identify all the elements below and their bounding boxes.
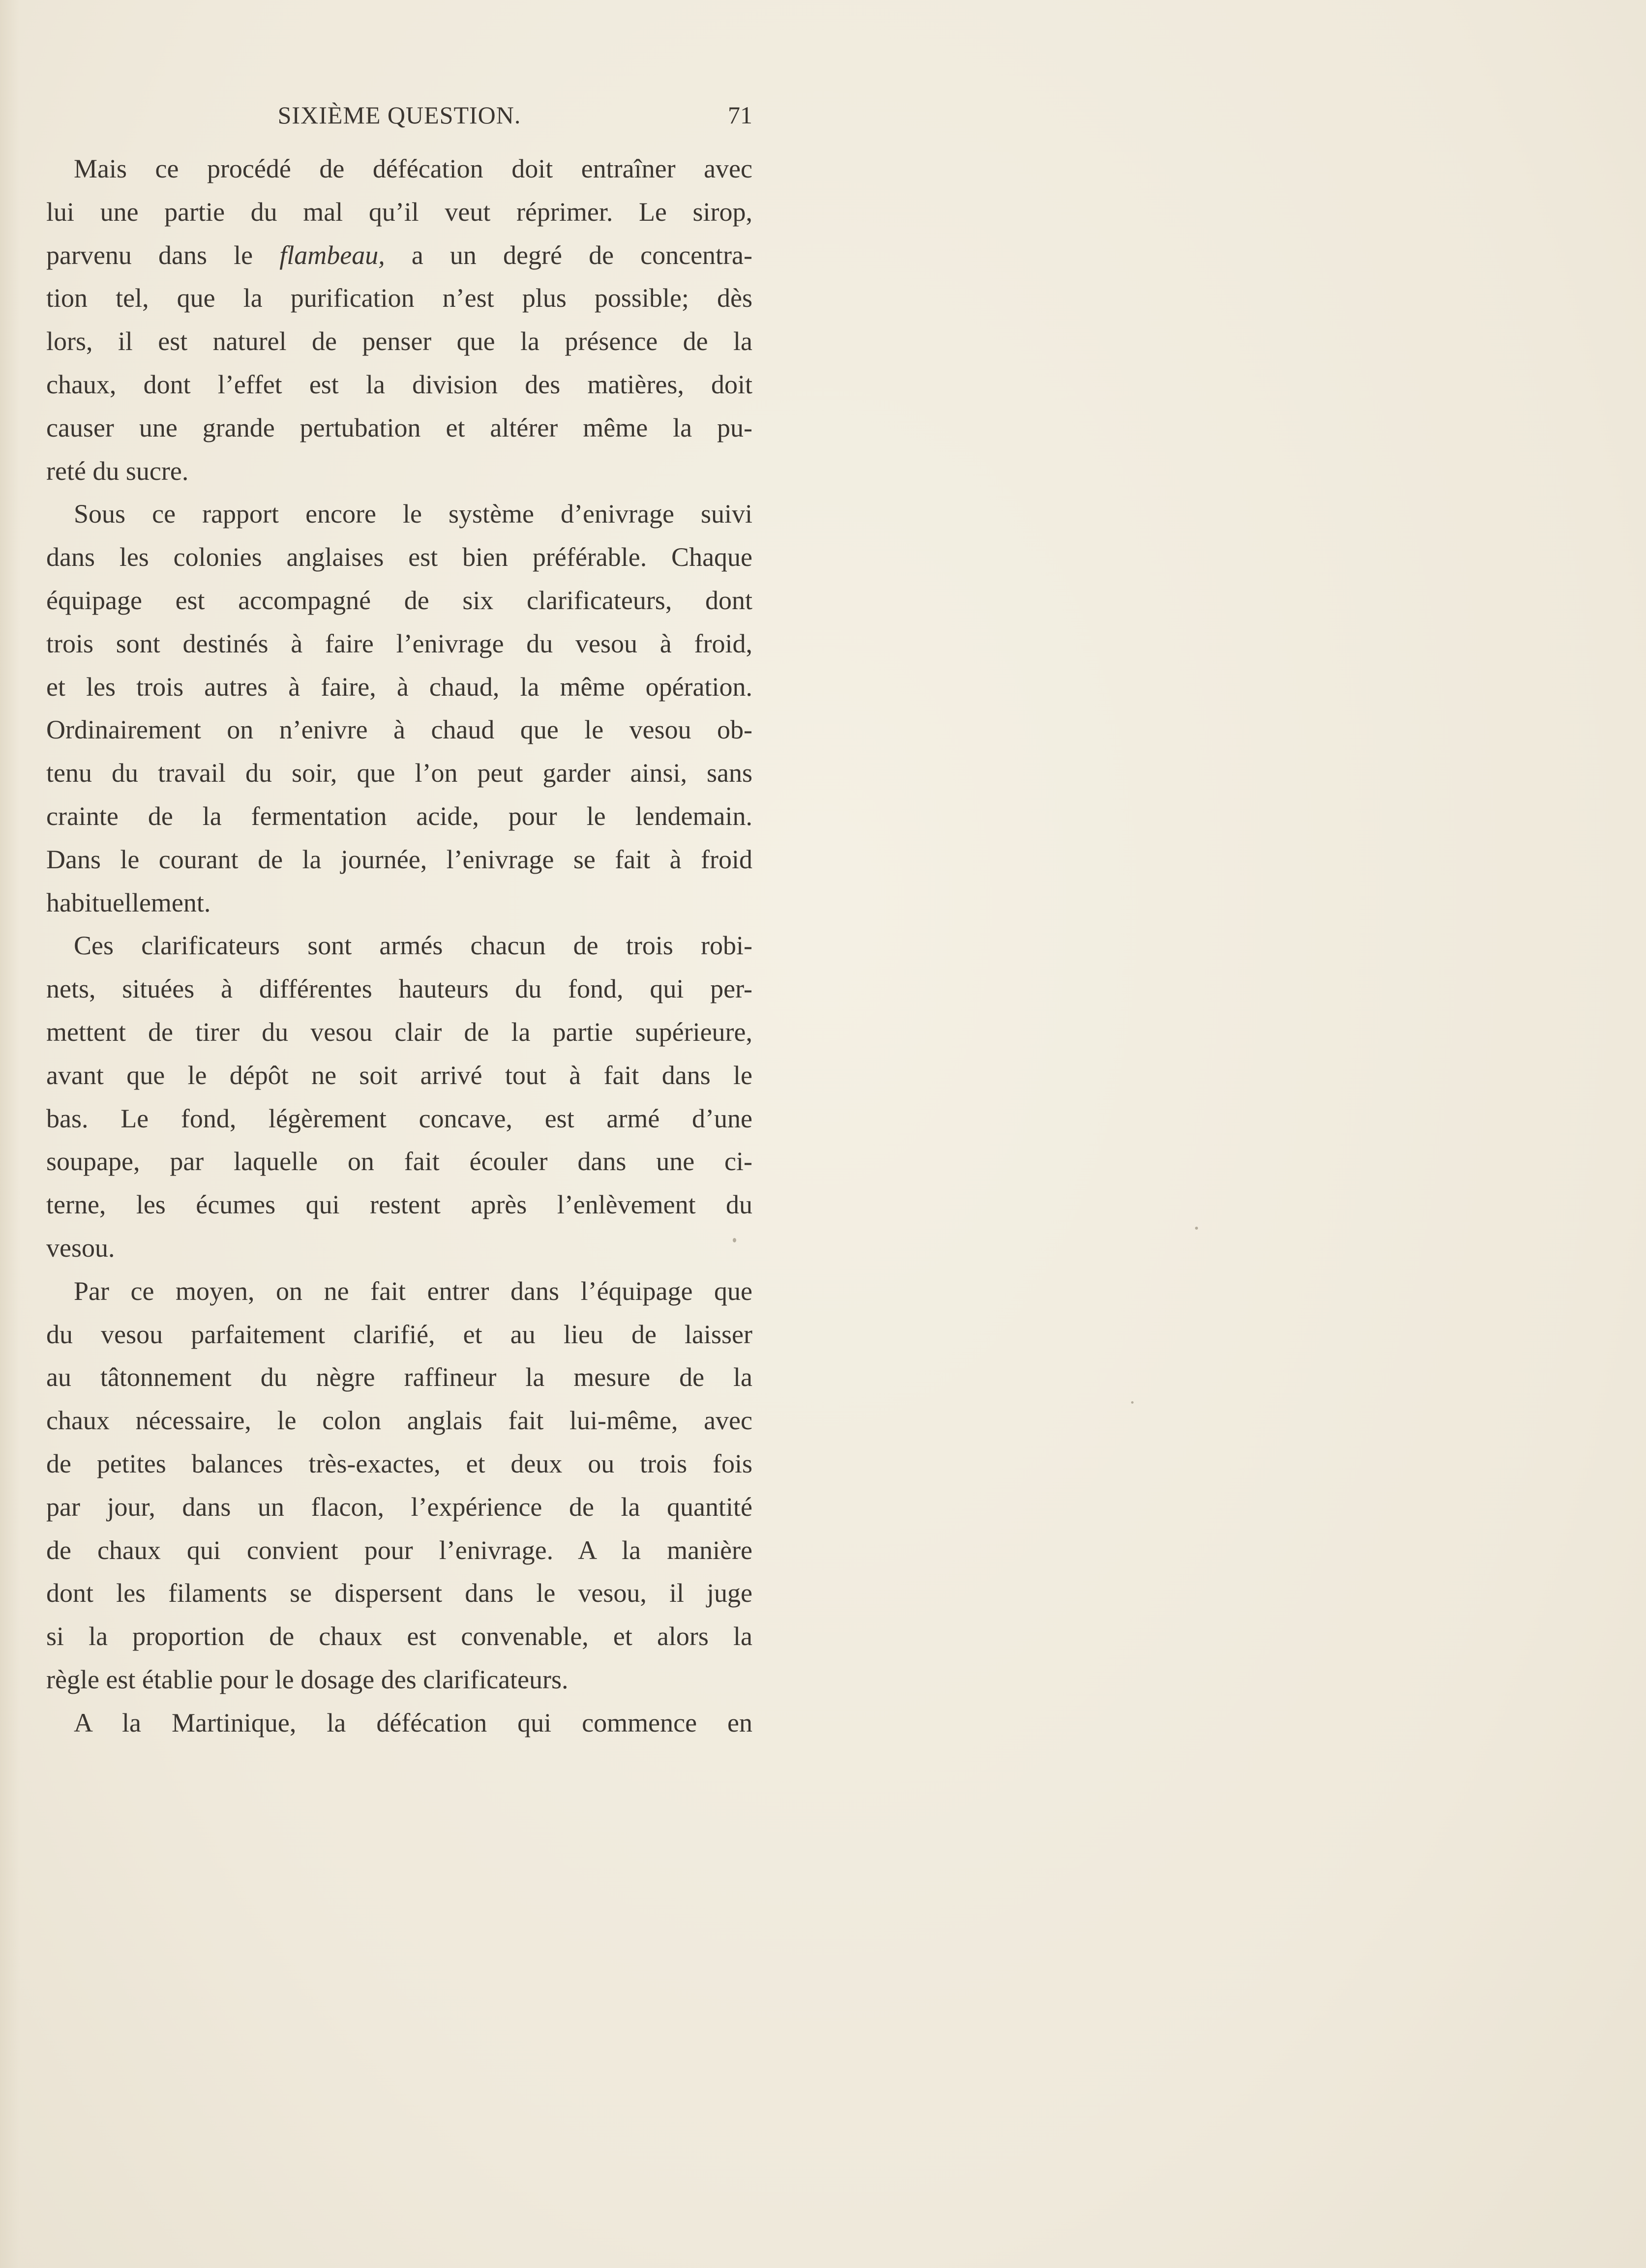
text-line: Mais ce procédé de défécation doit entraîner avec bbox=[74, 154, 752, 183]
paragraph bbox=[46, 147, 752, 493]
paragraph bbox=[46, 1270, 752, 1702]
text-line: si la proportion de chaux est convenable, et alors la bbox=[46, 1621, 752, 1651]
text-line: chaux nécessaire, le colon anglais fait lui-même, avec bbox=[46, 1406, 752, 1436]
text-line: Sous ce rapport encore le système d’enivrage suivi bbox=[74, 499, 752, 529]
text-line: tion tel, que la purification n’est plus possible; dès bbox=[46, 283, 752, 313]
paragraph bbox=[46, 493, 752, 924]
text-line: A la Martinique, la défécation qui commence en bbox=[74, 1708, 752, 1738]
text-line bbox=[46, 234, 752, 277]
text-line: et les trois autres à faire, à chaud, la même opération. bbox=[46, 672, 752, 702]
text-line: terne, les écumes qui restent après l’enlèvement du bbox=[46, 1190, 752, 1220]
page-gutter-shadow bbox=[0, 0, 20, 2268]
text-line: par jour, dans un flacon, l’expérience de la quantité bbox=[46, 1492, 752, 1522]
text-line: du vesou parfaitement clarifié, et au lieu de laisser bbox=[46, 1319, 752, 1349]
text-line: lui une partie du mal qu’il veut réprimer. Le sirop, bbox=[46, 197, 752, 227]
text-segment: parvenu dans le bbox=[46, 240, 280, 270]
running-title: SIXIÈME QUESTION. bbox=[277, 101, 521, 129]
text-line: nets, situées à différentes hauteurs du fond, qui per- bbox=[46, 974, 752, 1004]
text-line: reté du sucre. bbox=[46, 456, 189, 486]
text-line: lors, il est naturel de penser que la présence de la bbox=[46, 326, 752, 356]
text-line: équipage est accompagné de six clarificateurs, dont bbox=[46, 585, 752, 615]
text-line: Ordinairement on n’enivre à chaud que le vesou ob- bbox=[46, 715, 752, 745]
text-line: soupape, par laquelle on fait écouler dans une ci- bbox=[46, 1147, 752, 1177]
text-line: mettent de tirer du vesou clair de la partie supérieure, bbox=[46, 1017, 752, 1047]
text-line: au tâtonnement du nègre raffineur la mesure de la bbox=[46, 1362, 752, 1392]
text-line: Par ce moyen, on ne fait entrer dans l’équipage que bbox=[74, 1276, 752, 1306]
text-line: chaux, dont l’effet est la division des matières, doit bbox=[46, 369, 752, 399]
text-line: tenu du travail du soir, que l’on peut garder ainsi, sans bbox=[46, 758, 752, 788]
paragraph bbox=[46, 1702, 752, 1745]
text-line: vesou. bbox=[46, 1233, 115, 1263]
text-line: de petites balances très-exactes, et deux ou trois fois bbox=[46, 1448, 752, 1478]
page-number: 71 bbox=[728, 101, 752, 129]
italic-term: flambeau, bbox=[279, 240, 385, 270]
text-line: Ces clarificateurs sont armés chacun de trois robi- bbox=[74, 931, 752, 961]
text-line: habituellement. bbox=[46, 887, 211, 917]
text-line: Dans le courant de la journée, l’enivrage se fait à froid bbox=[46, 844, 752, 874]
text-line: causer une grande pertubation et altérer même la pu- bbox=[46, 412, 752, 442]
text-line: dans les colonies anglaises est bien préférable. Chaque bbox=[46, 542, 752, 572]
text-body bbox=[46, 147, 752, 1744]
text-line: de chaux qui convient pour l’enivrage. A la manière bbox=[46, 1535, 752, 1565]
paper-speck bbox=[733, 1238, 736, 1242]
paragraph bbox=[46, 924, 752, 1269]
text-line: crainte de la fermentation acide, pour le lendemain. bbox=[46, 801, 752, 831]
text-line: dont les filaments se dispersent dans le vesou, il juge bbox=[46, 1578, 752, 1608]
paper-speck bbox=[1195, 1227, 1198, 1230]
running-head bbox=[46, 101, 752, 135]
paper-speck bbox=[1131, 1401, 1134, 1404]
text-line: avant que le dépôt ne soit arrivé tout à fait dans le bbox=[46, 1060, 752, 1090]
text-line: bas. Le fond, légèrement concave, est armé d’une bbox=[46, 1103, 752, 1133]
text-line: règle est établie pour le dosage des clarificateurs. bbox=[46, 1664, 569, 1694]
text-line: trois sont destinés à faire l’enivrage du vesou à froid, bbox=[46, 628, 752, 658]
text-segment: a un degré de concentra- bbox=[385, 240, 752, 270]
